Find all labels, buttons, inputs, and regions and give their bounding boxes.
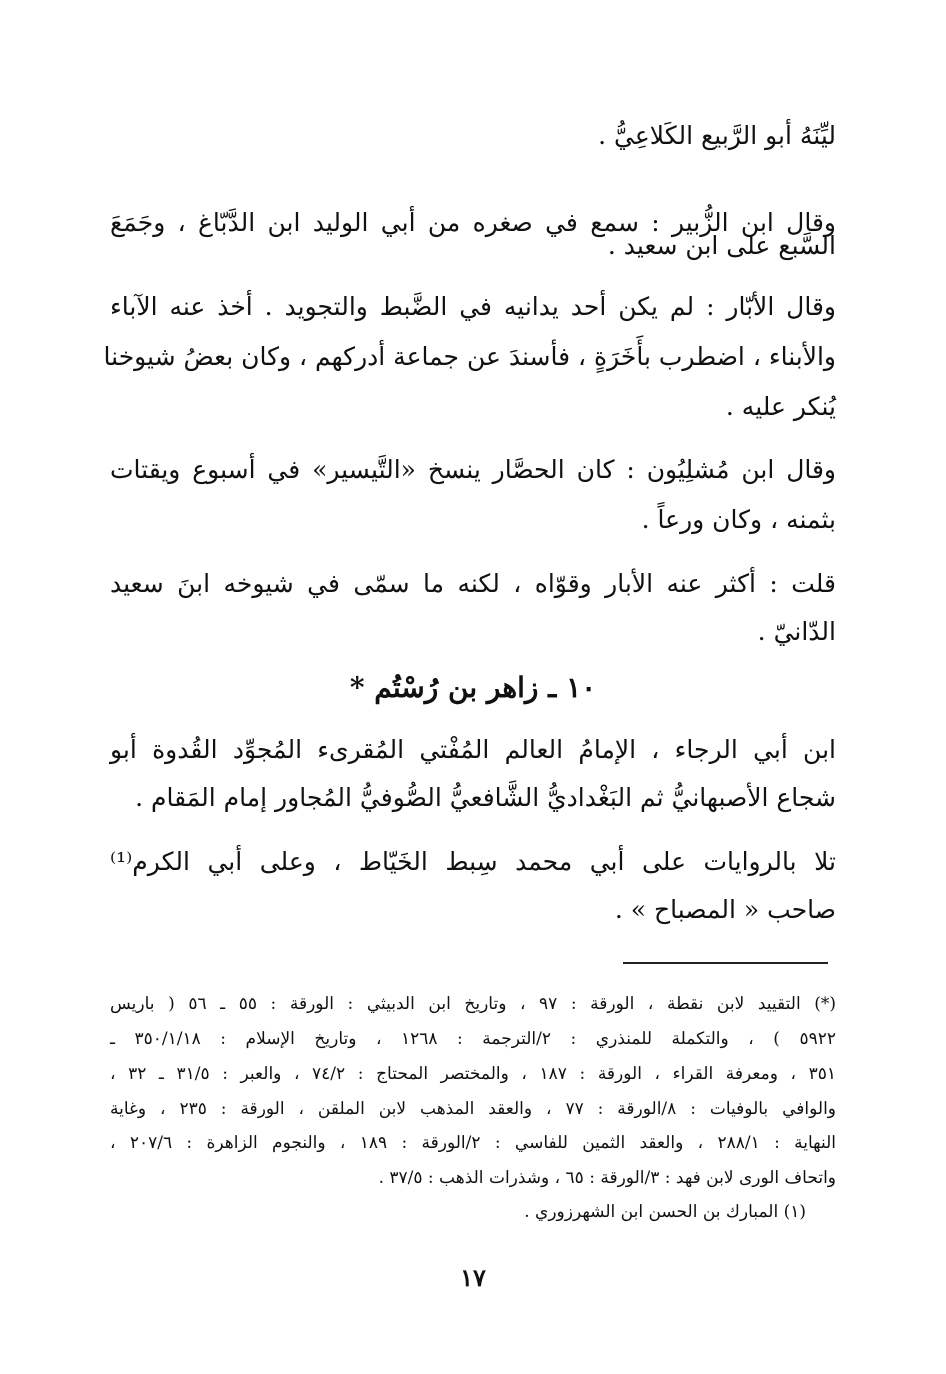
text-line: تلا بالروايات على أبي محمد سِبط الخَيّاط ، وعلى أبي الكرم⁽¹⁾ — [110, 847, 836, 876]
text-line: ليِّنَهُ أبو الرَّبيع الكَلاعِيُّ . — [598, 121, 836, 150]
text-line: يُنكر عليه . — [725, 392, 836, 421]
text-line: وقال الأبّار : لم يكن أحد يدانيه في الضَّبط والتجويد . أخذ عنه الآباء — [110, 292, 836, 321]
text-line: صاحب « المصباح » . — [614, 895, 836, 924]
text-line: بثمنه ، وكان ورعاً . — [641, 505, 836, 534]
page-number: ١٧ — [460, 1263, 486, 1292]
footnote-line: ٥٩٢٢ ) ، والتكملة للمنذري : ٢/الترجمة : ١٢٦٨ ، وتاريخ الإسلام : ٣٥٠/١/١٨ ـ — [110, 1029, 836, 1049]
text-line: ابن أبي الرجاء ، الإمامُ العالم المُفْتي المُقرىء المُجوِّد القُدوة أبو — [110, 735, 836, 764]
text-line: وقال ابن مُشلِيُون : كان الحصَّار ينسخ «التَّيسير» في أسبوع ويقتات — [110, 455, 836, 484]
text-line: الدّانيّ . — [757, 617, 836, 646]
text-line: والأبناء ، اضطرب بأَخَرَةٍ ، فأسندَ عن جماعة أدركهم ، وكان بعضُ شيوخنا — [103, 342, 836, 371]
text-line: وقال ابن الزُّبير : سمع في صغره من أبي الوليد ابن الدَّبّاغ ، وجَمَعَ — [110, 208, 836, 237]
footnote-line: ٣٥١ ، ومعرفة القراء ، الورقة : ١٨٧ ، والمختصر المحتاج : ٧٤/٢ ، والعبر : ٣١/٥ ـ ٣٢ ، — [110, 1064, 837, 1084]
footnote-line: واتحاف الورى لابن فهد : ٣/الورقة : ٦٥ ، وشذرات الذهب : ٣٧/٥ . — [378, 1168, 836, 1188]
footnote-line: (*) التقييد لابن نقطة ، الورقة : ٩٧ ، وتاريخ ابن الدبيثي : الورقة : ٥٥ ـ ٥٦ ( باريس — [110, 994, 837, 1014]
footnote-separator — [623, 962, 828, 964]
entry-heading: ١٠ ـ زاهر بن رُسْتُم * — [349, 671, 597, 704]
footnote-line: (١) المبارك بن الحسن ابن الشهرزوري . — [524, 1202, 806, 1222]
text-line: شجاع الأصبهانيُّ ثم البَغْداديُّ الشَّافعيُّ الصُّوفيُّ المُجاور إمام المَقام . — [135, 783, 836, 812]
text-line: قلت : أكثر عنه الأبار وقوّاه ، لكنه ما سمّى في شيوخه ابنَ سعيد — [110, 569, 836, 598]
text-line: السَّبع على ابن سعيد . — [607, 231, 836, 260]
footnote-line: النهاية : ٢٨٨/١ ، والعقد الثمين للفاسي : ٢/الورقة : ١٨٩ ، والنجوم الزاهرة : ٢٠٧/٦ ، — [110, 1133, 837, 1153]
footnote-line: والوافي بالوفيات : ٨/الورقة : ٧٧ ، والعقد المذهب لابن الملقن ، الورقة : ٢٣٥ ، وغاية — [110, 1099, 837, 1119]
